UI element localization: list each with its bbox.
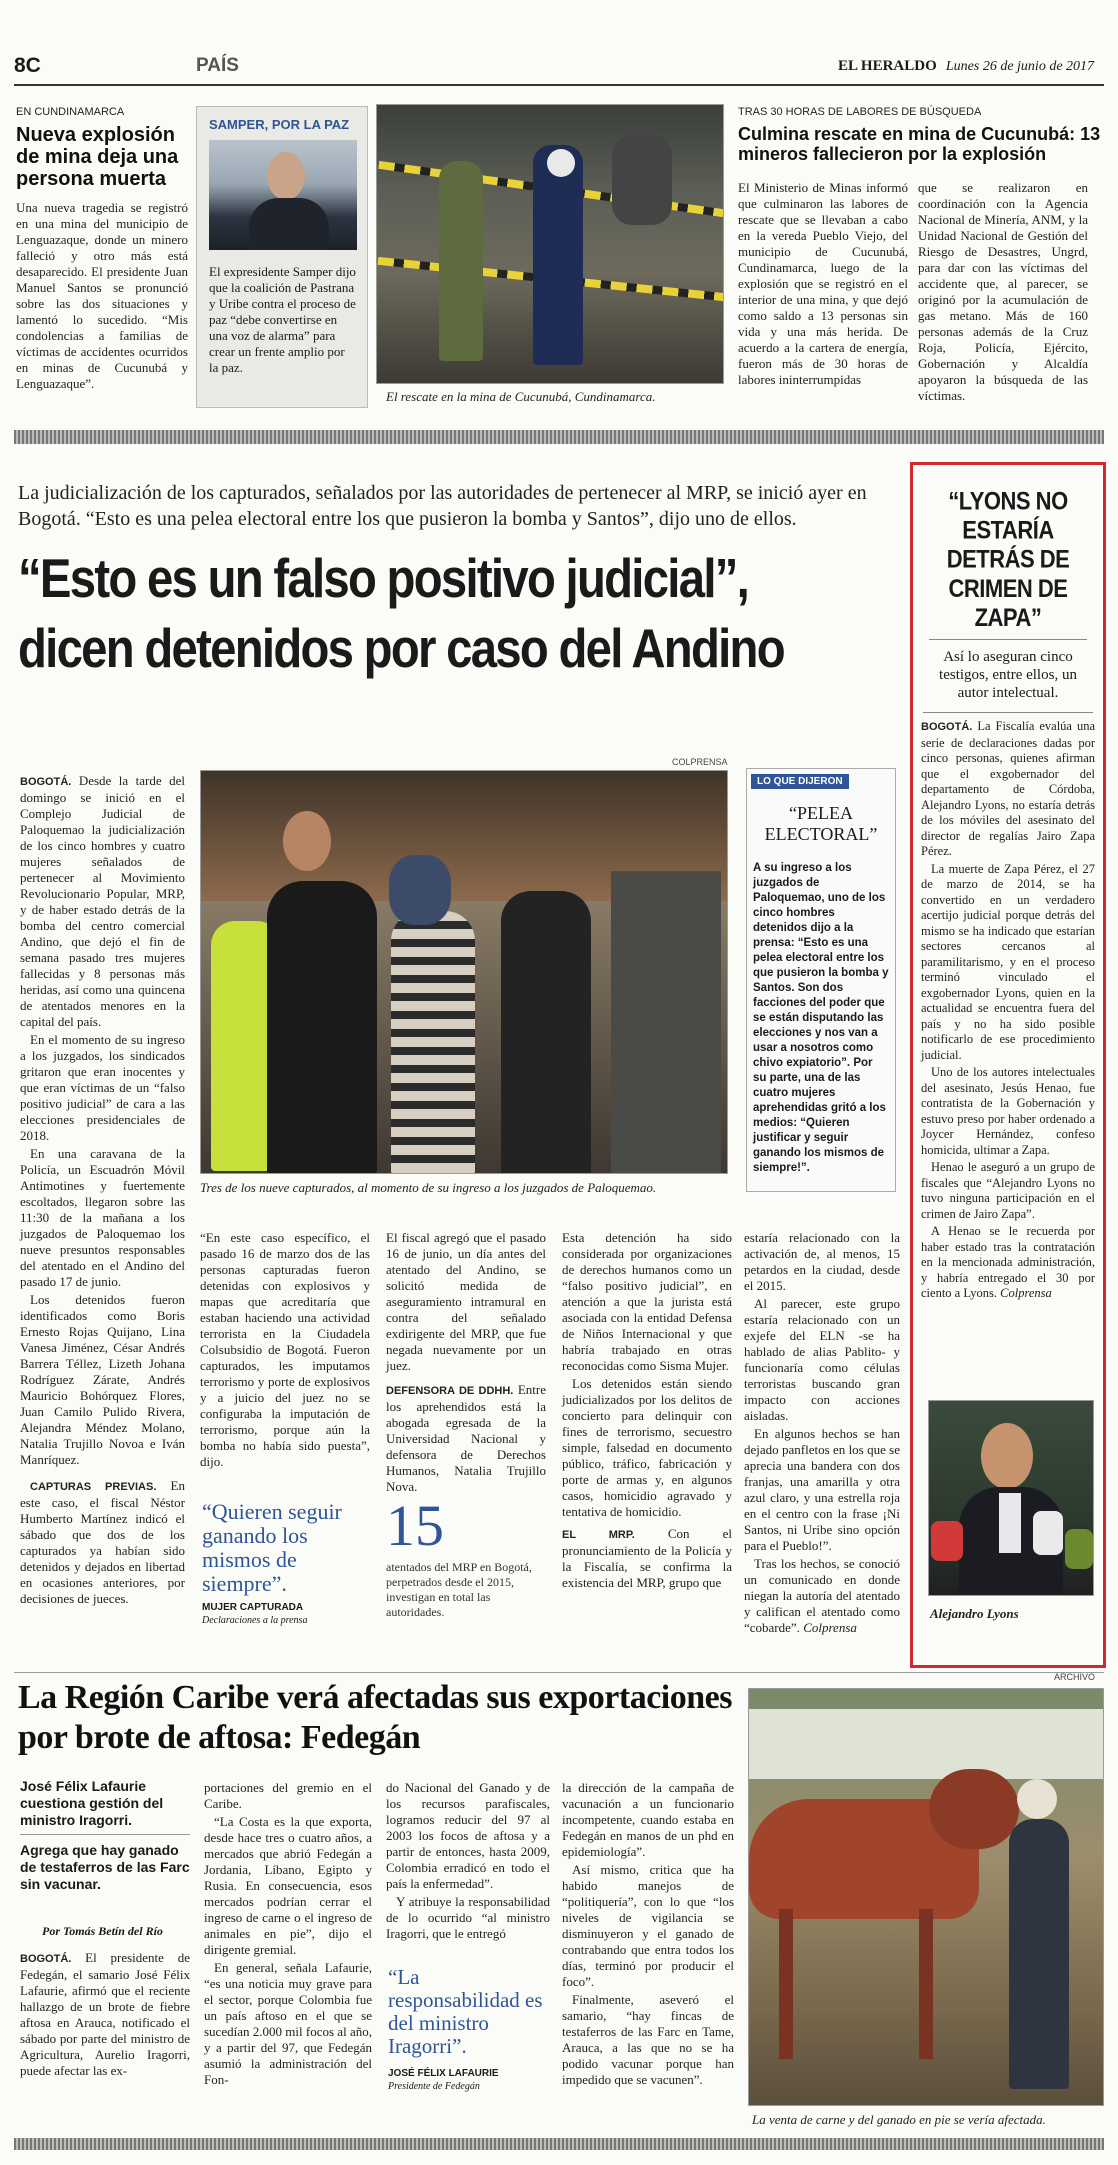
story1-headline: Nueva explosión de mina deja una persona muerta xyxy=(16,124,179,190)
bottom-pull-attrib: JOSÉ FÉLIX LAFAURIE xyxy=(388,2068,499,2079)
issue-date: Lunes 26 de junio de 2017 xyxy=(945,59,1095,74)
footer-registration-bar xyxy=(14,2138,1104,2150)
bottom-pull-quote: “La responsabilidad es del ministro Iragorri”. xyxy=(388,1965,543,2058)
main-pull-attrib-sub: Declaraciones a la prensa xyxy=(202,1615,308,1626)
main-stat-text: atentados del MRP en Bogotá, perpetrados desde el 2015, investigan en total las autoridades. xyxy=(386,1560,532,1619)
main-photo-caption: Tres de los nueve capturados, al momento de su ingreso a los juzgados de Paloquemao. xyxy=(200,1180,657,1195)
bottom-byline: Por Tomás Betín del Río xyxy=(42,1924,163,1938)
samper-title: SAMPER, POR LA PAZ xyxy=(209,117,350,132)
main-col1-lead: BOGOTÁ. xyxy=(20,776,72,788)
story1-body: Una nueva tragedia se registró en una mina del municipio de Lenguazaque, donde un minero falleció y otro más está desaparecido. El presidente Juan Manuel Santos se pronunció sobre las dos situaciones y lamentó lo sucedido. “Mis condolencias a familias de víctimas de accidentes ocurridos en minas de Cucunubá y Lenguazaque”. xyxy=(16,200,188,391)
lyons-p1: La Fiscalía evalúa una serie de declaraciones dadas por cinco personas, quienes afirman que el exgobernador del departamento de Córdoba, Alejandro Lyons, no estaría detrás de los móviles del asesinato del director de regalías Jairo Zapa Pérez. xyxy=(921,719,1095,858)
main-col3-subhead: DEFENSORA DE DDHH. xyxy=(386,1385,514,1397)
bottom-col4 xyxy=(562,1780,734,2090)
mine-photo-caption: El rescate en la mina de Cucunubá, Cundinamarca. xyxy=(386,389,656,404)
bottom-col2-p2: “La Costa es la que exporta, desde hace tres o cuatro años, a mercados que abrió Fedegán a Jordania, Líbano, Egipto y Rusia. En consecuencia, esos mercados podrían cerrar el ingreso de carne o el ingreso de animales en pie”, dijo el dirigente gremial. xyxy=(204,1814,372,1957)
cattle-photo xyxy=(748,1688,1104,2106)
bottom-sub-rule xyxy=(20,1834,190,1835)
main-col5-p3: En algunos hechos se han dejado panfletos en los que se aprecia una bandera con dos franjas, una amarilla y otra azul claro, y una estrella roja en el centro con la frase ¡Ni Santos, ni Uribe sino opción para el Pueblo!”. xyxy=(744,1426,900,1553)
masthead xyxy=(838,55,1094,75)
bottom-sub2: Agrega que hay ganado de testaferros de las Farc sin vacunar. xyxy=(20,1842,190,1892)
main-col3 xyxy=(386,1230,546,1497)
mine-rescue-photo xyxy=(376,104,724,384)
lyons-headline: “LYONS NO ESTARÍA DETRÁS DE CRIMEN DE ZAPA” xyxy=(946,487,1070,632)
main-col5-p1: estaría relacionado con la activación de, al menos, 15 petardos en la ciudad, desde el 2015. xyxy=(744,1230,900,1293)
bottom-col1-lead: BOGOTÁ. xyxy=(20,1953,72,1965)
bottom-pull-attrib-sub: Presidente de Fedegán xyxy=(388,2081,480,2092)
main-col3-p2: Entre los aprehendidos está la abogada egresada de la Universidad Nacional y defensora de Derechos Humanos, Natalia Trujillo Nova. xyxy=(386,1382,546,1494)
main-col1 xyxy=(20,773,185,1609)
bottom-col4-p2: Así mismo, critica que ha habido manejos de “politiquería”, con lo que “los niveles de vigilancia se disminuyeron y el ganado de contrabando que entra todos los días, terminó por producir el foco”. xyxy=(562,1862,734,1989)
detainees-photo xyxy=(200,770,728,1174)
lyons-p3: Uno de los autores intelectuales del asesinato, Jesús Henao, fue contratista de la Gobernación y estuvo preso por haber ordenado a Joycer Hernández, confeso homicida, ultimar a Zapa. xyxy=(921,1065,1095,1157)
main-headline-line2: dicen detenidos por caso del Andino xyxy=(18,617,784,679)
main-col4-p1: Esta detención ha sido considerada por organizaciones de derechos humanos como un “falso positivo judicial”, en atención a que la jurista está asociada con la entidad Defensa de Niños Internacional y que habría trabajado en otras reconocidas como Sisma Mujer. xyxy=(562,1230,732,1373)
main-headline-line1: “Esto es un falso positivo judicial”, xyxy=(18,547,749,609)
main-col1-text: Desde la tarde del domingo se inició en el Complejo Judicial de Paloquemao la judicialización de los cinco hombres y cuatro mujeres señalados de pertenecer al Movimiento Revolucionario Popular, MRP, y de haber estado detrás de la bomba del centro comercial Andino, que dejó el fin de semana pasado tres mujeres fallecidas y 8 personas más heridas, así como una quincena de atentados menores en la capital del país. xyxy=(20,773,186,1029)
main-col4-p2: Los detenidos están siendo judicializados por los delitos de concierto para delinquir con fines de terrorismo, secuestro simple, falsedad en documento público, tráfico, fabricación y porte de armas y, en algunos casos, homicidio agravado y tentativa de homicidio. xyxy=(562,1376,732,1519)
lyons-body xyxy=(921,719,1095,1302)
main-col1-p3: En una caravana de la Policía, un Escuadrón Móvil Antimotines y fuertemente escoltados, llegaron sobre las 11:30 de la mañana a los juzgados de Paloquemao los nueve presuntos responsables del atentado en el Andino del pasado 17 de junio. xyxy=(20,1146,185,1289)
bottom-headline: La Región Caribe verá afectadas sus exportaciones por brote de aftosa: Fedegán xyxy=(18,1679,732,1756)
main-pull-quote: “Quieren seguir ganando los mismos de siempre”. xyxy=(202,1499,342,1596)
main-col5-p2: Al parecer, este grupo estaría relacionado con un exjefe del ELN -se ha hablado de alias Pablito- y funcionaría como células terroristas buscando gran impacto con acciones aisladas. xyxy=(744,1296,900,1423)
samper-photo xyxy=(209,140,357,250)
lyons-photo xyxy=(928,1400,1094,1596)
section-label: PAÍS xyxy=(196,55,239,76)
main-col4 xyxy=(562,1230,732,1593)
bottom-rule xyxy=(14,1672,1104,1673)
cattle-photo-caption: La venta de carne y del ganado en pie se vería afectada. xyxy=(752,2112,1046,2127)
sidebar-title: “PELEA ELECTORAL” xyxy=(764,803,878,844)
main-photo-credit: COLPRENSA xyxy=(672,757,728,767)
lyons-photo-caption: Alejandro Lyons xyxy=(930,1606,1019,1621)
bottom-col1 xyxy=(20,1950,190,2081)
header-rule xyxy=(14,84,1104,86)
bottom-photo-credit: ARCHIVO xyxy=(1054,1672,1096,1682)
lyons-p4: Henao le aseguró a un grupo de fiscales que “Alejandro Lyons no tuvo ninguna participación en el crimen de Jairo Zapa”. xyxy=(921,1160,1095,1221)
bottom-col1-text: El presidente de Fedegán, el samario José Félix Lafaurie, afirmó que el reciente hallazgo de un brote de fiebre aftosa en Arauca, notificado el sábado por parte del ministro de Agricultura, Aurelio Iragorri, puede afectar las ex- xyxy=(20,1950,191,2078)
main-pull-attrib: MUJER CAPTURADA xyxy=(202,1602,304,1613)
lyons-credit: Colprensa xyxy=(1000,1286,1052,1300)
main-col5 xyxy=(744,1230,900,1638)
story1-kicker: EN CUNDINAMARCA xyxy=(16,106,125,118)
section-divider-bar xyxy=(14,430,1104,444)
bottom-col2-p1: portaciones del gremio en el Caribe. xyxy=(204,1780,372,1811)
story2-col2: que se realizaron en coordinación con la Agencia Nacional de Minería, ANM, y la Unidad Nacional de Gestión del Riesgo de Desastres, Ungrd, para dar con las víctimas del accidente que, al parecer, se originó por la acumulación de gas metano. Más de 160 personas además de la Cruz Roja, Policía, Ejército, Gobernación y Alcaldía apoyaron la búsqueda de las víctimas. xyxy=(918,180,1088,403)
story2-headline: Culmina rescate en mina de Cucunubá: 13 mineros fallecieron por la explosión xyxy=(738,124,1101,164)
main-col1-p2: En el momento de su ingreso a los juzgados, los sindicados gritaron que eran inocentes y que eran víctimas de un “falso positivo judicial” de cara a las elecciones presidenciales de 2018. xyxy=(20,1032,185,1143)
lyons-p2: La muerte de Zapa Pérez, el 27 de marzo de 2014, se ha convertido en un verdadero acertijo judicial porque detrás del mismo se ha indicado que estarían sectores cercanos al paramilitarismo, y en el proceso terminó vinculado el exgobernador Lyons, quien en la actualidad se encuentra fuera del país y no ha sido posible notificarlo de ese procedimiento judicial. xyxy=(921,861,1095,1062)
main-col2: “En este caso específico, el pasado 16 de marzo dos de las personas capturadas fueron detenidas con explosivos y mapas que acreditaría que estaban haciendo una actividad terrorista en la Ciudadela Colsubsidio de Bogotá. Fueron capturados, les imputamos terrorismo y porte de explosivos y a juicio del juez no se configuraba la imputación de terrorismo, porque aún la bomba no había sido puesta”, dijo. xyxy=(200,1230,370,1469)
newspaper-name: EL HERALDO xyxy=(838,58,937,74)
main-col5-p4: Tras los hechos, se conoció un comunicado en donde niegan la autoría del atentado y califican el atentado como “cobarde”. xyxy=(744,1556,900,1635)
bottom-col2-p3: En general, señala Lafaurie, “es una noticia muy grave para el sector, porque Colombia fue un país aftoso en el que se sucedían 2.000 mil focos al año, y a partir del 97, que Fedegán asumió la administración del Fon- xyxy=(204,1960,372,2087)
sidebar-tag: LO QUE DIJERON xyxy=(751,774,849,789)
bottom-col4-p1: la dirección de la campaña de vacunación a un funcionario incompetente, cuando estaba en Fedegán en manos de un phd en epidemiología”. xyxy=(562,1780,734,1859)
sidebar-box xyxy=(746,768,896,1192)
main-col3-p1: El fiscal agregó que el pasado 16 de junio, un día antes del atentado del Andino, se solicitó medida de aseguramiento intramural en contra del señalado exdirigente del MRP, que fue negada nuevamente por un juez. xyxy=(386,1230,546,1373)
lyons-lead: BOGOTÁ. xyxy=(921,721,973,733)
lyons-p5: A Henao se le recuerda por haber estado tras la contratación en la mencionada administración, y habría entregado el 30 por ciento a Lyons. xyxy=(921,1224,1095,1300)
main-col5-credit: Colprensa xyxy=(803,1620,857,1635)
bottom-col3-p2: Y atribuye la responsabilidad de lo ocurrido “al ministro Iragorri, que le entregó xyxy=(386,1894,550,1941)
main-col1-subhead: CAPTURAS PREVIAS. xyxy=(30,1481,157,1493)
main-stat-number: 15 xyxy=(386,1493,444,1558)
main-col4-p3: Con el pronunciamiento de la Policía y la Fiscalía, se confirma la existencia del MRP, grupo que xyxy=(562,1526,732,1590)
main-col1-p4: Los detenidos fueron identificados como Boris Ernesto Rojas Quijano, Lina Vanesa Jiménez, César Andrés Barrera Téllez, Lizeth Johana Rodríguez Zárate, Andrés Mauricio Bohórquez Flores, Juan Camilo Pulido Rivera, Alejandra Méndez Molano, Natalia Trujillo Novoa e Iván Manríquez. xyxy=(20,1292,185,1467)
bottom-col2 xyxy=(204,1780,372,2090)
samper-box xyxy=(196,106,368,408)
bottom-sub1: José Félix Lafaurie cuestiona gestión del ministro Iragorri. xyxy=(20,1778,164,1828)
main-col1-p5: En este caso, el fiscal Néstor Humberto Martínez indicó el sábado que dos de los capturados ya habían sido detenidos y dejados en libertad en ocasiones anteriores, por decisiones de jueces. xyxy=(20,1478,185,1606)
bottom-col3-p1: do Nacional del Ganado y de los recursos parafiscales, logramos reducir del 97 al 2003 los focos de aftosa y a partir de entonces, hasta 2009, Colombia erradicó en todo el país la enfermedad”. xyxy=(386,1780,550,1891)
story2-col1: El Ministerio de Minas informó que culminaron las labores de rescate que se llevaban a cabo en la vereda Pueblo Viejo, del municipio de Cucunubá, Cundinamarca, luego de la explosión que se registró en el interior de una mina, y que dejó como saldo a 13 personas sin vida y una más herida. De acuerdo a la cartera de energía, fueron más de 30 horas de labores ininterrumpidas xyxy=(738,180,908,387)
bottom-col4-p3: Finalmente, aseveró el samario, “hay fincas de testaferros de las Farc en Tame, Arauca, a las que no se ha podido vacunar porque han impedido que se vacunen”. xyxy=(562,1992,734,2087)
bottom-col3 xyxy=(386,1780,550,1944)
lyons-deck: Así lo aseguran cinco testigos, entre ellos, un autor intelectual. xyxy=(939,649,1077,701)
page-number: 8C xyxy=(14,54,41,77)
samper-text: El expresidente Samper dijo que la coalición de Pastrana y Uribe contra el proceso de paz “debe convertirse en una voz de alarma” para crear un frente amplio por la paz. xyxy=(209,264,356,375)
main-deck: La judicialización de los capturados, señalados por las autoridades de pertenecer al MRP, se inició ayer en Bogotá. “Esto es una pelea electoral entre los que pusieron la bomba y Santos”, dijo uno de ellos. xyxy=(18,482,867,530)
main-col4-subhead: EL MRP. xyxy=(562,1529,635,1541)
story2-kicker: TRAS 30 HORAS DE LABORES DE BÚSQUEDA xyxy=(738,106,982,118)
sidebar-text: A su ingreso a los juzgados de Paloquemao, uno de los cinco hombres detenidos dijo a la prensa: “Esto es una pelea electoral entre los que pusieron la bomba y Santos. Son dos facciones del poder que se están disputando las elecciones y nos van a usar a nosotros como chivo expiatorio”. Por su parte, una de las cuatro mujeres aprehendidas gritó a los medios: “Quieren justificar y seguir ganando los mismos de siempre!”. xyxy=(753,862,889,1174)
